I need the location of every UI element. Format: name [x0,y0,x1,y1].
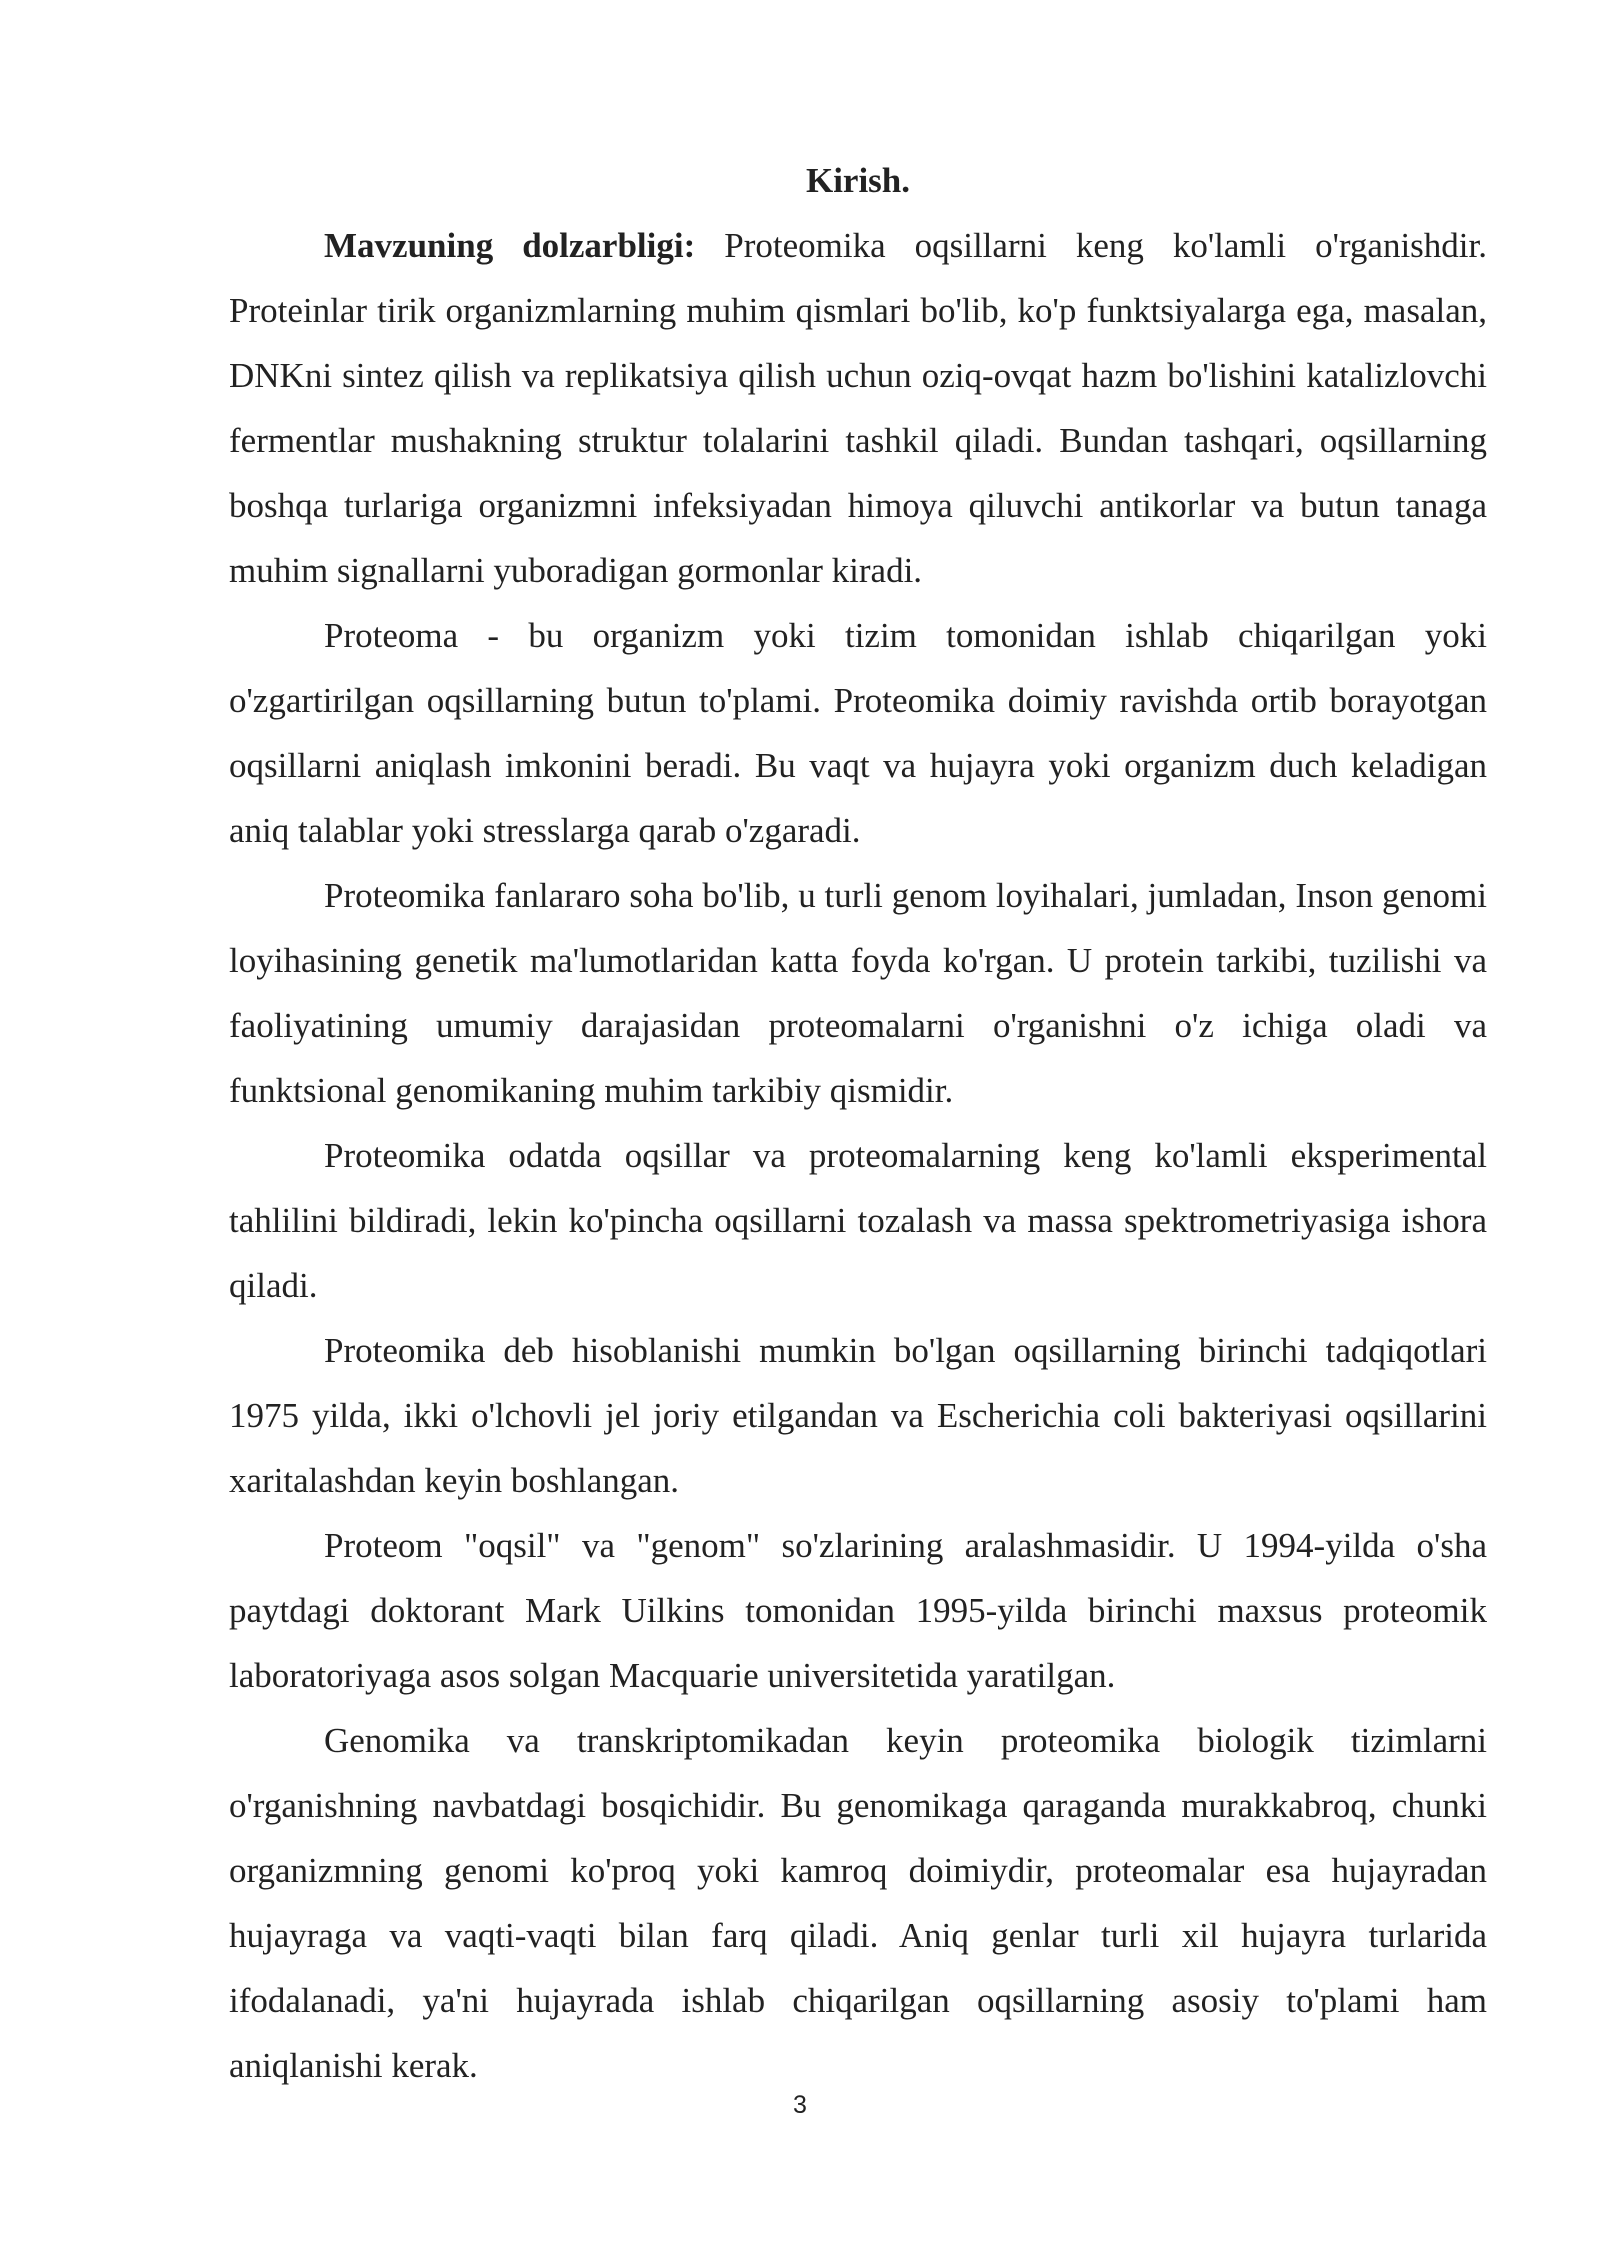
paragraph-text: Proteomika oqsillarni keng ko'lamli o'rganishdir. Proteinlar tirik organizmlarning muhim qismlari bo'lib, ko'p funktsiyalarga ega, masalan, DNKni sintez qilish va replikatsiya qilish uchun oziq-ovqat hazm bo'lishini katalizlovchi fermentlar mushakning struktur tolalarini tashkil qiladi. Bundan tashqari, oqsillarning boshqa turlariga organizmni infeksiyadan himoya qiluvchi antikorlar va butun tanaga muhim signallarni yuboradigan gormonlar kiradi. [229,226,1487,590]
page-content [229,148,1487,2098]
paragraph-first-studies: Proteomika deb hisoblanishi mumkin bo'lgan oqsillarning birinchi tadqiqotlari 1975 yilda, ikki o'lchovli jel joriy etilgandan va Escherichia coli bakteriyasi oqsillarini xaritalashdan keyin boshlangan. [229,1331,1487,1500]
paragraph-lead: Mavzuning dolzarbligi: [324,226,696,265]
paragraph-term-origin: Proteom "oqsil" va "genom" so'zlarining aralashmasidir. U 1994-yilda o'sha paytdagi doktorant Mark Uilkins tomonidan 1995-yilda birinchi maxsus proteomik laboratoriyaga asos solgan Macquarie universitetida yaratilgan. [229,1526,1487,1695]
paragraph-interdisciplinary: Proteomika fanlararo soha bo'lib, u turli genom loyihalari, jumladan, Inson genomi loyihasining genetik ma'lumotlaridan katta foyda ko'rgan. U protein tarkibi, tuzilishi va faoliyatining umumiy darajasidan proteomalarni o'rganishni o'z ichiga oladi va funktsional genomikaning muhim tarkibiy qismidir. [229,876,1487,1110]
section-title: Kirish. [805,161,911,200]
paragraph-complexity: Genomika va transkriptomikadan keyin proteomika biologik tizimlarni o'rganishning navbatdagi bosqichidir. Bu genomikaga qaraganda murakkabroq, chunki organizmning genomi ko'proq yoki kamroq doimiydir, proteomalar esa hujayradan hujayraga va vaqti-vaqti bilan farq qiladi. Aniq genlar turli xil hujayra turlarida ifodalanadi, ya'ni hujayrada ishlab chiqarilgan oqsillarning asosiy to'plami ham aniqlanishi kerak. [229,1721,1487,2085]
paragraph-relevance [229,213,1487,603]
page-number: 3 [793,2091,807,2119]
paragraph-experimental-analysis: Proteomika odatda oqsillar va proteomalarning keng ko'lamli eksperimental tahlilini bildiradi, lekin ko'pincha oqsillarni tozalash va massa spektrometriyasiga ishora qiladi. [229,1136,1487,1305]
paragraph-proteome-definition: Proteoma - bu organizm yoki tizim tomonidan ishlab chiqarilgan yoki o'zgartirilgan oqsillarning butun to'plami. Proteomika doimiy ravishda ortib borayotgan oqsillarni aniqlash imkonini beradi. Bu vaqt va hujayra yoki organizm duch keladigan aniq talablar yoki stresslarga qarab o'zgaradi. [229,616,1487,850]
